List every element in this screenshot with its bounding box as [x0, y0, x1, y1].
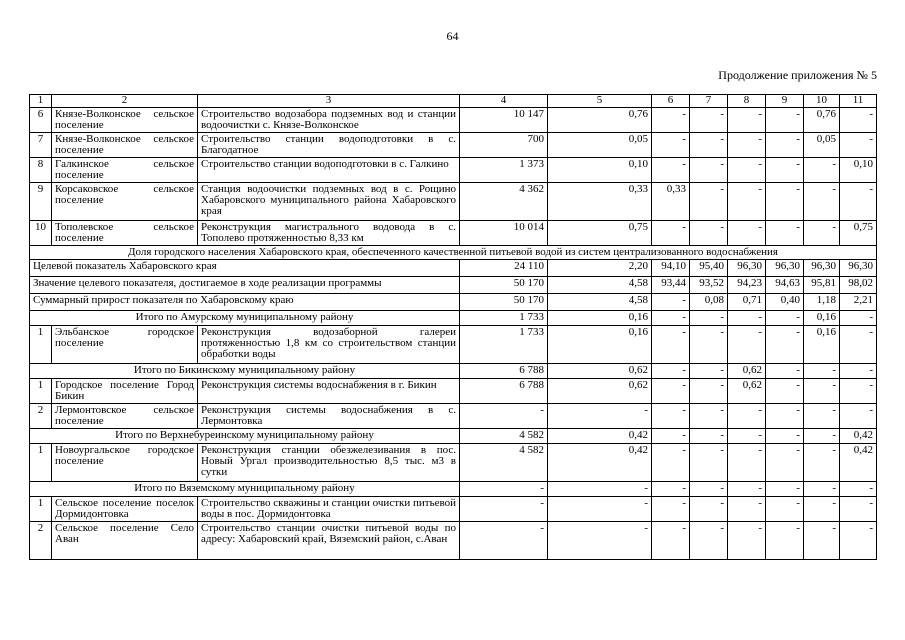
- table-row: [30, 379, 877, 404]
- value-cell: -: [728, 404, 766, 429]
- value-cell: -: [766, 364, 804, 379]
- table-row: [30, 183, 877, 221]
- col-header: 8: [728, 95, 766, 108]
- value-cell: 0,62: [728, 364, 766, 379]
- value-cell: -: [766, 497, 804, 522]
- settlement-name: Сельское поселение Село Аван: [52, 522, 198, 560]
- program-table: [29, 94, 877, 560]
- value-cell: 700: [460, 133, 548, 158]
- project-description: Реконструкция системы водоснабжения в г. Бикин: [198, 379, 460, 404]
- value-cell: -: [728, 108, 766, 133]
- value-cell: 4 582: [460, 429, 548, 444]
- value-cell: -: [728, 482, 766, 497]
- value-cell: 0,33: [652, 183, 690, 221]
- indicator-row: [30, 277, 877, 294]
- district-total-row-label: Итого по Бикинскому муниципальному району: [30, 364, 460, 379]
- value-cell: 0,42: [840, 429, 877, 444]
- value-cell: -: [652, 364, 690, 379]
- project-description: Строительство скважины и станции очистки питьевой воды в пос. Дормидонтовка: [198, 497, 460, 522]
- value-cell: 4,58: [548, 294, 652, 311]
- value-cell: -: [804, 404, 840, 429]
- value-cell: -: [652, 326, 690, 364]
- value-cell: 6 788: [460, 364, 548, 379]
- value-cell: 93,52: [690, 277, 728, 294]
- header-row: [30, 95, 877, 108]
- value-cell: -: [652, 379, 690, 404]
- value-cell: 0,10: [840, 158, 877, 183]
- value-cell: -: [766, 404, 804, 429]
- settlement-name: Эльбанское городское поселение: [52, 326, 198, 364]
- section-title-row: [30, 246, 877, 260]
- table-row: [30, 522, 877, 560]
- value-cell: -: [548, 482, 652, 497]
- value-cell: -: [804, 183, 840, 221]
- value-cell: 0,16: [548, 326, 652, 364]
- value-cell: 0,05: [548, 133, 652, 158]
- settlement-name: Тополевское сельское поселение: [52, 221, 198, 246]
- value-cell: 0,75: [548, 221, 652, 246]
- value-cell: -: [690, 311, 728, 326]
- value-cell: -: [652, 158, 690, 183]
- row-number: 2: [30, 522, 52, 560]
- value-cell: 0,75: [840, 221, 877, 246]
- project-description: Строительство водозабора подземных вод и станции водоочистки с. Князе-Волконское: [198, 108, 460, 133]
- value-cell: 2,21: [840, 294, 877, 311]
- value-cell: -: [804, 497, 840, 522]
- value-cell: -: [652, 133, 690, 158]
- value-cell: 1 733: [460, 311, 548, 326]
- project-description: Строительство станции водоподготовки в с. Благодатное: [198, 133, 460, 158]
- value-cell: 0,76: [548, 108, 652, 133]
- row-number: 1: [30, 444, 52, 482]
- value-cell: 95,81: [804, 277, 840, 294]
- value-cell: 96,30: [728, 260, 766, 277]
- indicator-row: [30, 294, 877, 311]
- indicator-row-label: Значение целевого показателя, достигаемое в ходе реализации программы: [30, 277, 460, 294]
- project-description: Реконструкция станции обезжелезивания в пос. Новый Ургал производительностью 8,5 тыс. м3 в сутки: [198, 444, 460, 482]
- value-cell: -: [804, 522, 840, 560]
- value-cell: -: [840, 522, 877, 560]
- value-cell: -: [652, 221, 690, 246]
- col-header: 6: [652, 95, 690, 108]
- table-row: [30, 158, 877, 183]
- value-cell: -: [804, 482, 840, 497]
- row-number: 1: [30, 497, 52, 522]
- table-row: [30, 221, 877, 246]
- value-cell: -: [804, 444, 840, 482]
- value-cell: -: [804, 158, 840, 183]
- value-cell: -: [690, 522, 728, 560]
- value-cell: -: [690, 221, 728, 246]
- value-cell: -: [840, 133, 877, 158]
- col-header: 2: [52, 95, 198, 108]
- value-cell: 0,40: [766, 294, 804, 311]
- value-cell: 50 170: [460, 294, 548, 311]
- row-number: 1: [30, 379, 52, 404]
- value-cell: 1,18: [804, 294, 840, 311]
- project-description: Реконструкция системы водоснабжения в с. Лермонтовка: [198, 404, 460, 429]
- table-row: [30, 444, 877, 482]
- value-cell: -: [840, 311, 877, 326]
- value-cell: 4,58: [548, 277, 652, 294]
- value-cell: -: [728, 326, 766, 364]
- value-cell: 96,30: [804, 260, 840, 277]
- value-cell: -: [728, 522, 766, 560]
- value-cell: -: [840, 326, 877, 364]
- value-cell: -: [652, 497, 690, 522]
- value-cell: 50 170: [460, 277, 548, 294]
- project-description: Строительство станции очистки питьевой воды по адресу: Хабаровский край, Вяземский район, с.Аван: [198, 522, 460, 560]
- value-cell: -: [548, 404, 652, 429]
- value-cell: 94,23: [728, 277, 766, 294]
- value-cell: 0,42: [548, 429, 652, 444]
- table-row: [30, 108, 877, 133]
- value-cell: 0,42: [840, 444, 877, 482]
- value-cell: 0,62: [548, 379, 652, 404]
- col-header: 3: [198, 95, 460, 108]
- value-cell: -: [766, 326, 804, 364]
- value-cell: -: [840, 108, 877, 133]
- settlement-name: Корсаковское сельское поселение: [52, 183, 198, 221]
- value-cell: 0,76: [804, 108, 840, 133]
- value-cell: -: [728, 444, 766, 482]
- value-cell: -: [460, 482, 548, 497]
- value-cell: -: [548, 497, 652, 522]
- value-cell: -: [652, 294, 690, 311]
- value-cell: -: [804, 364, 840, 379]
- value-cell: 96,30: [766, 260, 804, 277]
- row-number: 8: [30, 158, 52, 183]
- value-cell: -: [728, 497, 766, 522]
- col-header: 9: [766, 95, 804, 108]
- value-cell: -: [766, 311, 804, 326]
- value-cell: -: [460, 522, 548, 560]
- value-cell: 10 014: [460, 221, 548, 246]
- value-cell: -: [840, 497, 877, 522]
- row-number: 1: [30, 326, 52, 364]
- value-cell: -: [728, 429, 766, 444]
- value-cell: -: [804, 429, 840, 444]
- value-cell: -: [840, 404, 877, 429]
- value-cell: -: [840, 482, 877, 497]
- project-description: Реконструкция водозаборной галереи протяженностью 1,8 км со строительством станции обработки воды: [198, 326, 460, 364]
- value-cell: -: [652, 482, 690, 497]
- table-row: [30, 497, 877, 522]
- value-cell: 0,10: [548, 158, 652, 183]
- table-row: [30, 404, 877, 429]
- col-header: 4: [460, 95, 548, 108]
- col-header: 7: [690, 95, 728, 108]
- settlement-name: Князе-Волконское сельское поселение: [52, 133, 198, 158]
- value-cell: -: [652, 522, 690, 560]
- value-cell: -: [804, 379, 840, 404]
- value-cell: 4 582: [460, 444, 548, 482]
- value-cell: 0,16: [548, 311, 652, 326]
- value-cell: 2,20: [548, 260, 652, 277]
- value-cell: -: [690, 404, 728, 429]
- value-cell: -: [766, 133, 804, 158]
- value-cell: -: [652, 444, 690, 482]
- value-cell: -: [840, 379, 877, 404]
- indicator-row: [30, 260, 877, 277]
- value-cell: 95,40: [690, 260, 728, 277]
- value-cell: -: [690, 482, 728, 497]
- col-header: 1: [30, 95, 52, 108]
- district-total-row-label: Итого по Верхнебуреинскому муниципальному району: [30, 429, 460, 444]
- value-cell: -: [690, 497, 728, 522]
- district-total-row: [30, 429, 877, 444]
- value-cell: -: [840, 364, 877, 379]
- value-cell: 94,10: [652, 260, 690, 277]
- value-cell: -: [690, 364, 728, 379]
- value-cell: -: [766, 221, 804, 246]
- continuation-label: Продолжение приложения № 5: [718, 68, 877, 82]
- value-cell: 98,02: [840, 277, 877, 294]
- value-cell: 0,33: [548, 183, 652, 221]
- value-cell: 93,44: [652, 277, 690, 294]
- settlement-name: Новоургальское городское поселение: [52, 444, 198, 482]
- value-cell: 10 147: [460, 108, 548, 133]
- value-cell: 0,16: [804, 311, 840, 326]
- col-header: 10: [804, 95, 840, 108]
- project-description: Реконструкция магистрального водовода в с. Тополево протяженностью 8,33 км: [198, 221, 460, 246]
- row-number: 7: [30, 133, 52, 158]
- indicator-row-label: Суммарный прирост показателя по Хабаровскому краю: [30, 294, 460, 311]
- settlement-name: Князе-Волконское сельское поселение: [52, 108, 198, 133]
- value-cell: -: [840, 183, 877, 221]
- value-cell: -: [728, 311, 766, 326]
- value-cell: 0,42: [548, 444, 652, 482]
- value-cell: -: [690, 183, 728, 221]
- value-cell: -: [690, 133, 728, 158]
- page-number: 64: [446, 29, 459, 43]
- row-number: 9: [30, 183, 52, 221]
- value-cell: -: [690, 326, 728, 364]
- value-cell: 0,62: [728, 379, 766, 404]
- indicator-row-label: Целевой показатель Хабаровского края: [30, 260, 460, 277]
- value-cell: -: [766, 522, 804, 560]
- value-cell: -: [652, 429, 690, 444]
- value-cell: -: [766, 444, 804, 482]
- settlement-name: Лермонтовское сельское поселение: [52, 404, 198, 429]
- section-title: Доля городского населения Хабаровского края, обеспеченного качественной питьевой водой из систем централизованного водоснабжения: [30, 246, 877, 260]
- value-cell: 0,16: [804, 326, 840, 364]
- value-cell: -: [690, 429, 728, 444]
- value-cell: -: [804, 221, 840, 246]
- value-cell: 4 362: [460, 183, 548, 221]
- value-cell: -: [460, 497, 548, 522]
- district-total-row-label: Итого по Амурскому муниципальному району: [30, 311, 460, 326]
- value-cell: 0,71: [728, 294, 766, 311]
- value-cell: -: [652, 108, 690, 133]
- value-cell: -: [728, 133, 766, 158]
- value-cell: -: [766, 429, 804, 444]
- value-cell: 1 373: [460, 158, 548, 183]
- value-cell: 96,30: [840, 260, 877, 277]
- value-cell: 24 110: [460, 260, 548, 277]
- col-header: 11: [840, 95, 877, 108]
- value-cell: -: [728, 221, 766, 246]
- value-cell: -: [728, 183, 766, 221]
- value-cell: -: [766, 158, 804, 183]
- value-cell: -: [766, 183, 804, 221]
- value-cell: -: [460, 404, 548, 429]
- value-cell: -: [690, 108, 728, 133]
- value-cell: -: [728, 158, 766, 183]
- row-number: 6: [30, 108, 52, 133]
- project-description: Станция водоочистки подземных вод в с. Рощино Хабаровского муниципального района Хабаровского края: [198, 183, 460, 221]
- value-cell: -: [652, 404, 690, 429]
- value-cell: 0,05: [804, 133, 840, 158]
- district-total-row: [30, 311, 877, 326]
- settlement-name: Сельское поселение поселок Дормидонтовка: [52, 497, 198, 522]
- table-row: [30, 326, 877, 364]
- col-header: 5: [548, 95, 652, 108]
- value-cell: 0,62: [548, 364, 652, 379]
- district-total-row-label: Итого по Вяземскому муниципальному району: [30, 482, 460, 497]
- value-cell: -: [690, 444, 728, 482]
- value-cell: 1 733: [460, 326, 548, 364]
- value-cell: -: [766, 482, 804, 497]
- value-cell: -: [766, 108, 804, 133]
- value-cell: -: [548, 522, 652, 560]
- row-number: 2: [30, 404, 52, 429]
- value-cell: 6 788: [460, 379, 548, 404]
- district-total-row: [30, 364, 877, 379]
- value-cell: 94,63: [766, 277, 804, 294]
- value-cell: -: [690, 379, 728, 404]
- value-cell: -: [690, 158, 728, 183]
- district-total-row: [30, 482, 877, 497]
- project-description: Строительство станции водоподготовки в с. Галкино: [198, 158, 460, 183]
- row-number: 10: [30, 221, 52, 246]
- table-row: [30, 133, 877, 158]
- settlement-name: Галкинское сельское поселение: [52, 158, 198, 183]
- value-cell: -: [652, 311, 690, 326]
- settlement-name: Городское поселение Город Бикин: [52, 379, 198, 404]
- value-cell: -: [766, 379, 804, 404]
- value-cell: 0,08: [690, 294, 728, 311]
